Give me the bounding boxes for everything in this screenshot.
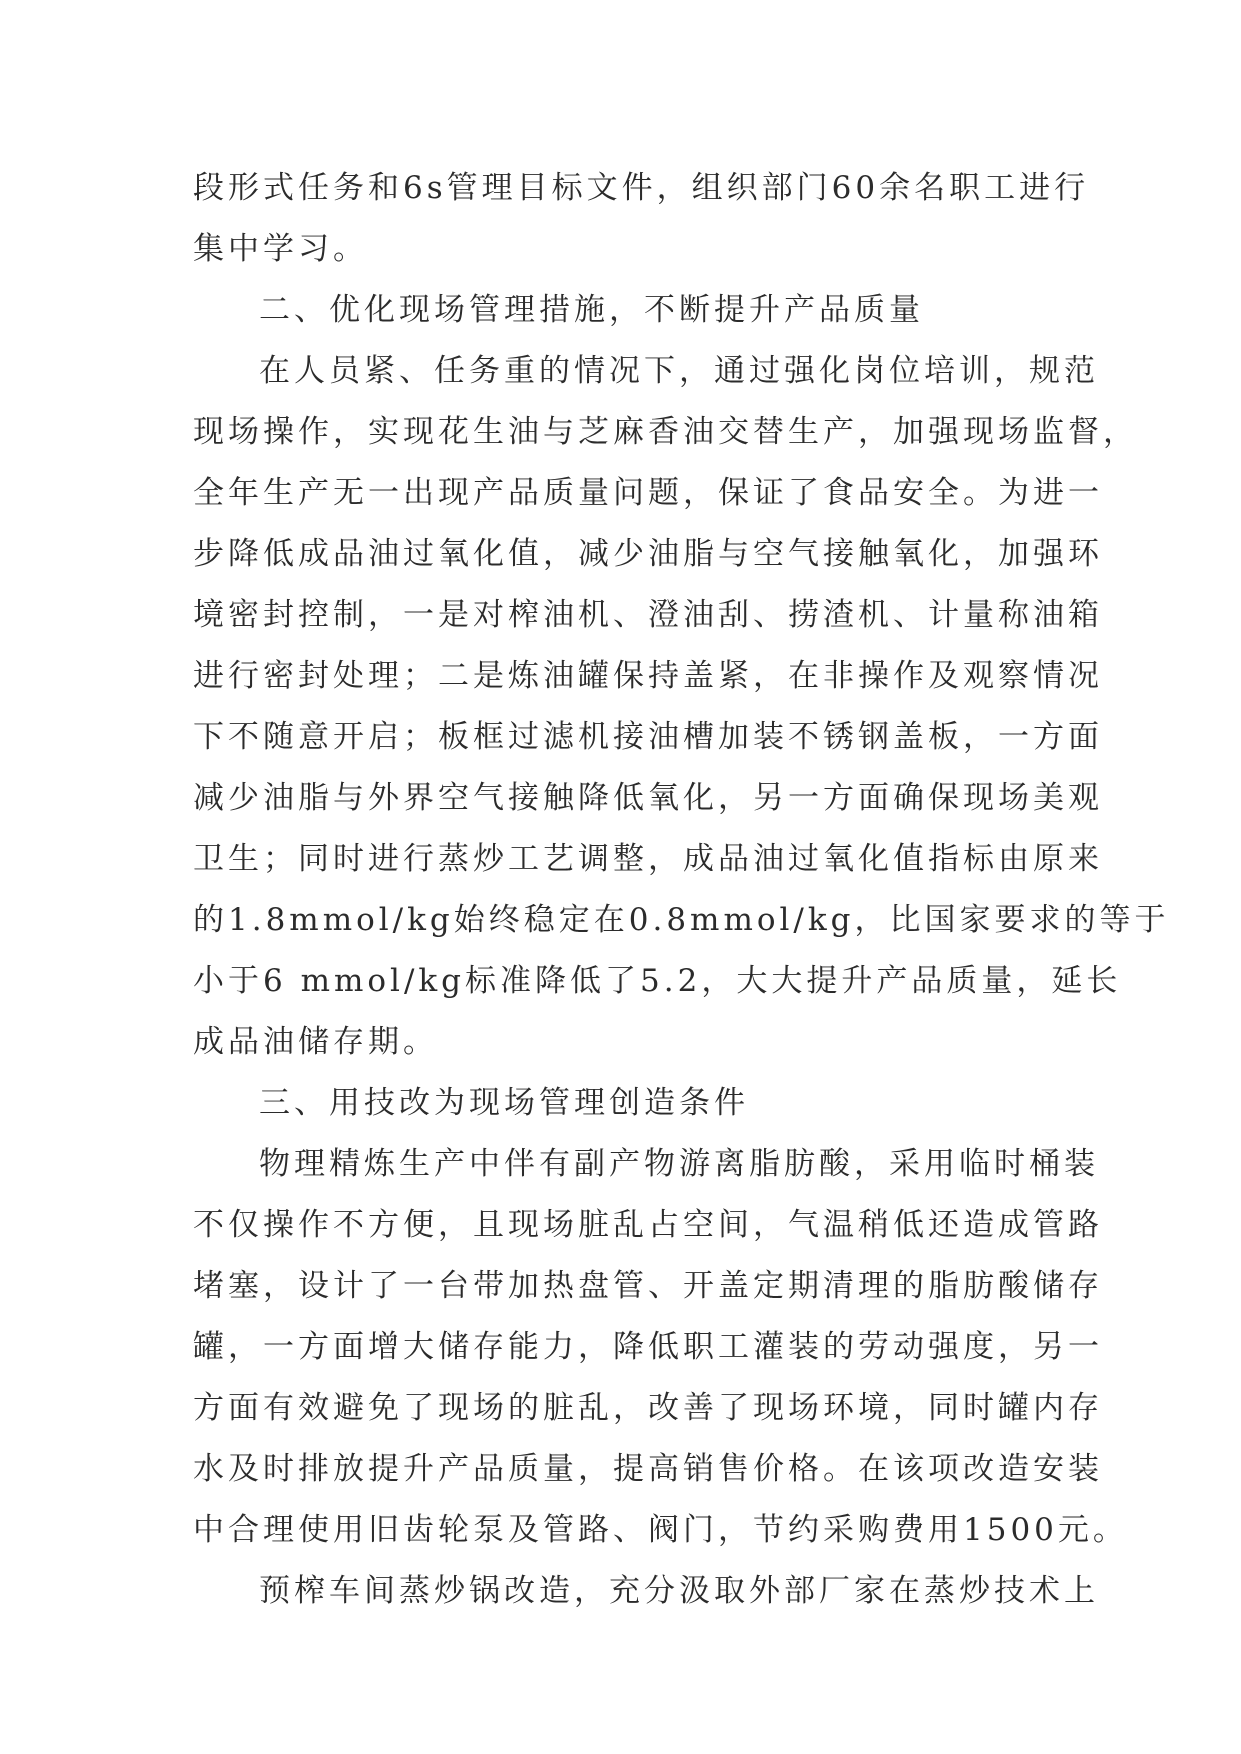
text-line: 方面有效避免了现场的脏乱，改善了现场环境，同时罐内存 [193,1390,1103,1426]
text-line: 减少油脂与外界空气接触降低氧化，另一方面确保现场美观 [193,780,1103,816]
text-line: 水及时排放提升产品质量，提高销售价格。在该项改造安装 [193,1451,1103,1487]
text-line: 步降低成品油过氧化值，减少油脂与空气接触氧化，加强环 [193,536,1103,572]
text-line: 物理精炼生产中伴有副产物游离脂肪酸，采用临时桶装 [259,1146,1099,1182]
text-line: 堵塞，设计了一台带加热盘管、开盖定期清理的脂肪酸储存 [193,1268,1103,1304]
section-heading: 二、优化现场管理措施，不断提升产品质量 [259,292,924,328]
text-line: 段形式任务和6s管理目标文件，组织部门60余名职工进行 [193,170,1090,206]
text-line: 下不随意开启；板框过滤机接油槽加装不锈钢盖板，一方面 [193,719,1103,755]
text-line: 中合理使用旧齿轮泵及管路、阀门，节约采购费用1500元。 [193,1512,1128,1548]
text-line: 的1.8mmol/kg始终稳定在0.8mmol/kg，比国家要求的等于 [193,902,1170,938]
text-line: 卫生；同时进行蒸炒工艺调整，成品油过氧化值指标由原来 [193,841,1103,877]
text-line: 罐，一方面增大储存能力，降低职工灌装的劳动强度，另一 [193,1329,1103,1365]
text-line: 境密封控制，一是对榨油机、澄油刮、捞渣机、计量称油箱 [193,597,1103,633]
text-line: 全年生产无一出现产品质量问题，保证了食品安全。为进一 [193,475,1103,511]
text-line: 预榨车间蒸炒锅改造，充分汲取外部厂家在蒸炒技术上 [259,1573,1099,1609]
text-line: 小于6 mmol/kg标准降低了5.2，大大提升产品质量，延长 [193,963,1122,999]
body-text [193,158,1170,1622]
text-line: 进行密封处理；二是炼油罐保持盖紧，在非操作及观察情况 [193,658,1103,694]
section-heading: 三、用技改为现场管理创造条件 [259,1085,749,1121]
text-line: 成品油储存期。 [193,1024,438,1060]
text-line: 不仅操作不方便，且现场脏乱占空间，气温稍低还造成管路 [193,1207,1103,1243]
text-line: 集中学习。 [193,231,368,267]
text-line: 在人员紧、任务重的情况下，通过强化岗位培训，规范 [259,353,1099,389]
text-line: 现场操作，实现花生油与芝麻香油交替生产，加强现场监督， [193,414,1138,450]
